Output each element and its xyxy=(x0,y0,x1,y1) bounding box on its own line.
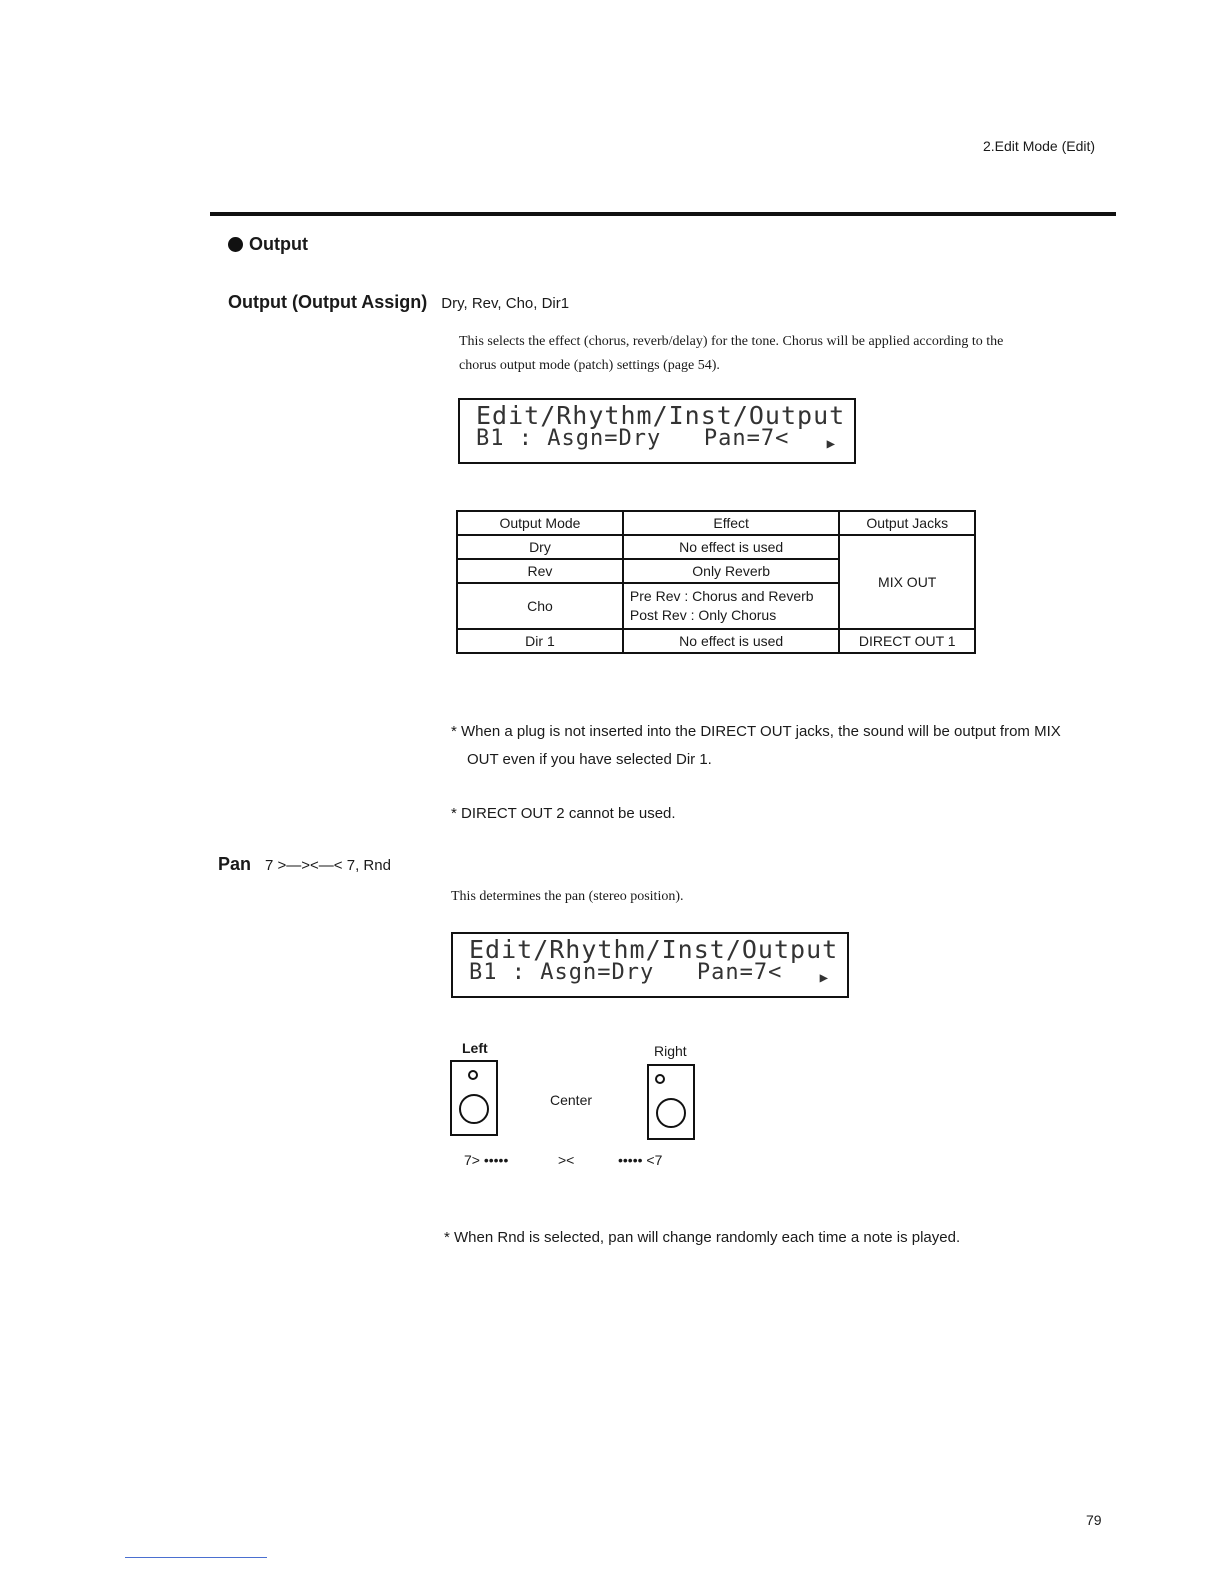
note-rnd xyxy=(444,1224,960,1252)
note-direct-out-plug xyxy=(451,718,1121,774)
row-cho-effect-line2: Post Rev : Only Chorus xyxy=(629,607,777,623)
pan-scale-right: ••••• <7 xyxy=(618,1152,663,1168)
row-cho-effect-line1: Pre Rev : Chorus and Reverb xyxy=(629,588,814,604)
lcd-line1: Edit/Rhythm/Inst/Output xyxy=(469,935,839,964)
row-dry-mode: Dry xyxy=(457,535,623,559)
output-description xyxy=(459,330,1119,378)
lcd-line1: Edit/Rhythm/Inst/Output xyxy=(476,401,846,430)
row-cho-mode: Cho xyxy=(457,583,623,629)
header-output-mode: Output Mode xyxy=(457,511,623,535)
header-rule xyxy=(210,212,1116,216)
jack-mix-out: MIX OUT xyxy=(839,535,975,629)
pan-param-label: Pan xyxy=(218,854,252,874)
pan-param-values: 7 >—><—< 7, Rnd xyxy=(265,857,391,874)
lcd-display-output xyxy=(458,398,856,464)
pan-left-label: Left xyxy=(462,1040,488,1056)
pan-center-label: Center xyxy=(550,1092,593,1108)
output-description-line2: chorus output mode (patch) settings (page 54). xyxy=(459,358,720,373)
table-row xyxy=(457,535,975,559)
output-param-heading xyxy=(228,292,569,313)
note-marker: * xyxy=(444,1229,450,1246)
pan-description: This determines the pan (stereo position). xyxy=(451,889,684,904)
output-param-label: Output (Output Assign) xyxy=(228,292,428,312)
row-rev-mode: Rev xyxy=(457,559,623,583)
pan-param-heading xyxy=(218,854,391,875)
note1-line1: When a plug is not inserted into the DIRECT OUT jacks, the sound will be output from MIX xyxy=(461,723,1061,740)
lcd-line2: B1 : Asgn=Dry Pan=7< xyxy=(469,960,783,985)
row-dir1-effect: No effect is used xyxy=(623,629,840,653)
note-marker: * xyxy=(451,723,457,740)
note-direct-out2 xyxy=(451,800,676,828)
note-marker: * xyxy=(451,805,457,822)
output-mode-table xyxy=(456,510,976,654)
section-title: Output xyxy=(249,234,308,254)
pan-right-label: Right xyxy=(654,1043,687,1059)
header-output-jacks: Output Jacks xyxy=(839,511,975,535)
tweeter-icon xyxy=(655,1074,665,1084)
row-dir1-mode: Dir 1 xyxy=(457,629,623,653)
lcd-arrow-icon: ▶ xyxy=(826,436,836,452)
row-cho-effect xyxy=(623,583,840,629)
row-rev-effect: Only Reverb xyxy=(623,559,840,583)
note2-text: DIRECT OUT 2 cannot be used. xyxy=(461,805,676,822)
woofer-icon xyxy=(459,1094,489,1124)
lcd-display-pan xyxy=(451,932,849,998)
bullet-icon xyxy=(228,237,243,252)
note1-line2: OUT even if you have selected Dir 1. xyxy=(467,751,712,768)
output-param-values: Dry, Rev, Cho, Dir1 xyxy=(441,295,570,312)
right-speaker-icon xyxy=(647,1064,695,1140)
woofer-icon xyxy=(656,1098,686,1128)
note3-text: When Rnd is selected, pan will change randomly each time a note is played. xyxy=(454,1229,961,1246)
tweeter-icon xyxy=(468,1070,478,1080)
pan-scale-left: 7> ••••• xyxy=(464,1152,509,1168)
row-dry-effect: No effect is used xyxy=(623,535,840,559)
lcd-line2: B1 : Asgn=Dry Pan=7< xyxy=(476,426,790,451)
output-description-line1: This selects the effect (chorus, reverb/delay) for the tone. Chorus will be applied according to the xyxy=(459,334,1004,349)
table-header-row xyxy=(457,511,975,535)
page-number: 79 xyxy=(1086,1512,1102,1528)
table-row xyxy=(457,629,975,653)
pan-scale-center: >< xyxy=(558,1152,575,1168)
running-title: 2.Edit Mode (Edit) xyxy=(983,138,1096,154)
lcd-arrow-icon: ▶ xyxy=(819,970,829,986)
header-effect: Effect xyxy=(623,511,840,535)
left-speaker-icon xyxy=(450,1060,498,1136)
section-heading xyxy=(228,234,308,255)
footer-line xyxy=(125,1557,267,1558)
jack-direct-out: DIRECT OUT 1 xyxy=(839,629,975,653)
